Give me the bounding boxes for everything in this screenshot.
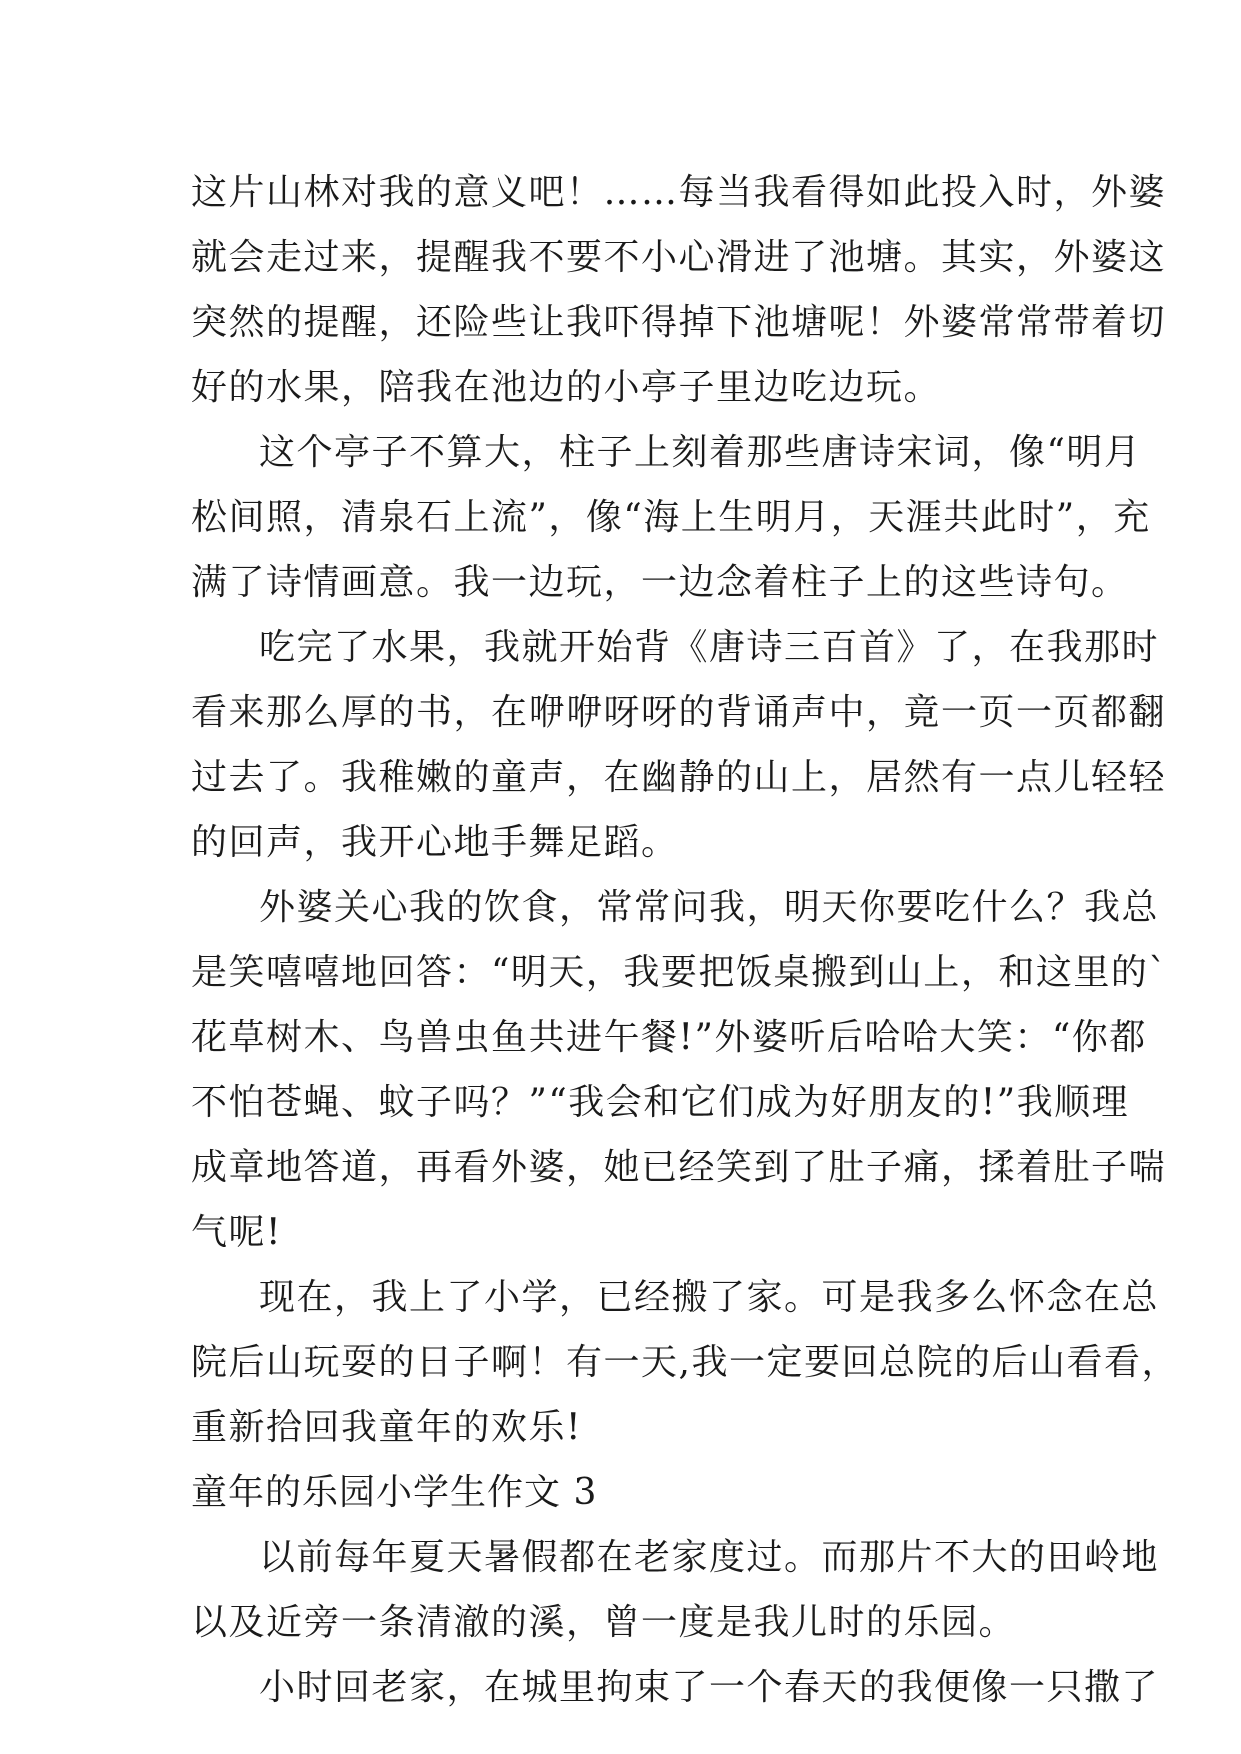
text-line: 看来那么厚的书，在咿咿呀呀的背诵声中，竟一页一页都翻 (191, 692, 1167, 733)
text-line: 松间照，清泉石上流”，像“海上生明月，天涯共此时”，充 (191, 497, 1151, 538)
text-line: 吃完了水果，我就开始背《唐诗三百首》了，在我那时 (259, 627, 1160, 668)
text-line: 就会走过来，提醒我不要不小心滑进了池塘。其实，外婆这 (191, 237, 1167, 278)
text-line: 突然的提醒，还险些让我吓得掉下池塘呢！外婆常常带着切 (191, 302, 1167, 343)
section-heading: 童年的乐园小学生作文 3 (191, 1472, 598, 1513)
text-line: 好的水果，陪我在池边的小亭子里边吃边玩。 (191, 367, 942, 408)
text-line: 花草树木、鸟兽虫鱼共进午餐!”外婆听后哈哈大笑：“你都 (191, 1017, 1147, 1058)
text-line: 这个亭子不算大，柱子上刻着那些唐诗宋词，像“明月 (259, 432, 1142, 473)
text-line: 院后山玩耍的日子啊！有一天,我一定要回总院的后山看看， (191, 1342, 1179, 1383)
text-line: 现在，我上了小学，已经搬了家。可是我多么怀念在总 (259, 1277, 1160, 1318)
text-line: 不怕苍蝇、蚊子吗？”“我会和它们成为好朋友的!”我顺理 (191, 1082, 1130, 1123)
text-line: 过去了。我稚嫩的童声，在幽静的山上，居然有一点儿轻轻 (191, 757, 1167, 798)
text-line: 的回声，我开心地手舞足蹈。 (191, 822, 679, 863)
text-line: 是笑嘻嘻地回答：“明天，我要把饭桌搬到山上，和这里的` (191, 952, 1168, 993)
text-line: 以及近旁一条清澈的溪，曾一度是我儿时的乐园。 (191, 1602, 1017, 1643)
text-line: 小时回老家，在城里拘束了一个春天的我便像一只撒了 (259, 1667, 1160, 1708)
text-line: 满了诗情画意。我一边玩，一边念着柱子上的这些诗句。 (191, 562, 1129, 603)
text-line: 成章地答道，再看外婆，她已经笑到了肚子痛，揉着肚子喘 (191, 1147, 1167, 1188)
text-line: 这片山林对我的意义吧！……每当我看得如此投入时，外婆 (191, 172, 1167, 213)
text-line: 气呢! (191, 1212, 282, 1253)
text-line: 以前每年夏天暑假都在老家度过。而那片不大的田岭地 (259, 1537, 1160, 1578)
text-line: 重新拾回我童年的欢乐! (191, 1407, 582, 1448)
document-body (191, 160, 1179, 1720)
text-line: 外婆关心我的饮食，常常问我，明天你要吃什么？我总 (259, 887, 1160, 928)
